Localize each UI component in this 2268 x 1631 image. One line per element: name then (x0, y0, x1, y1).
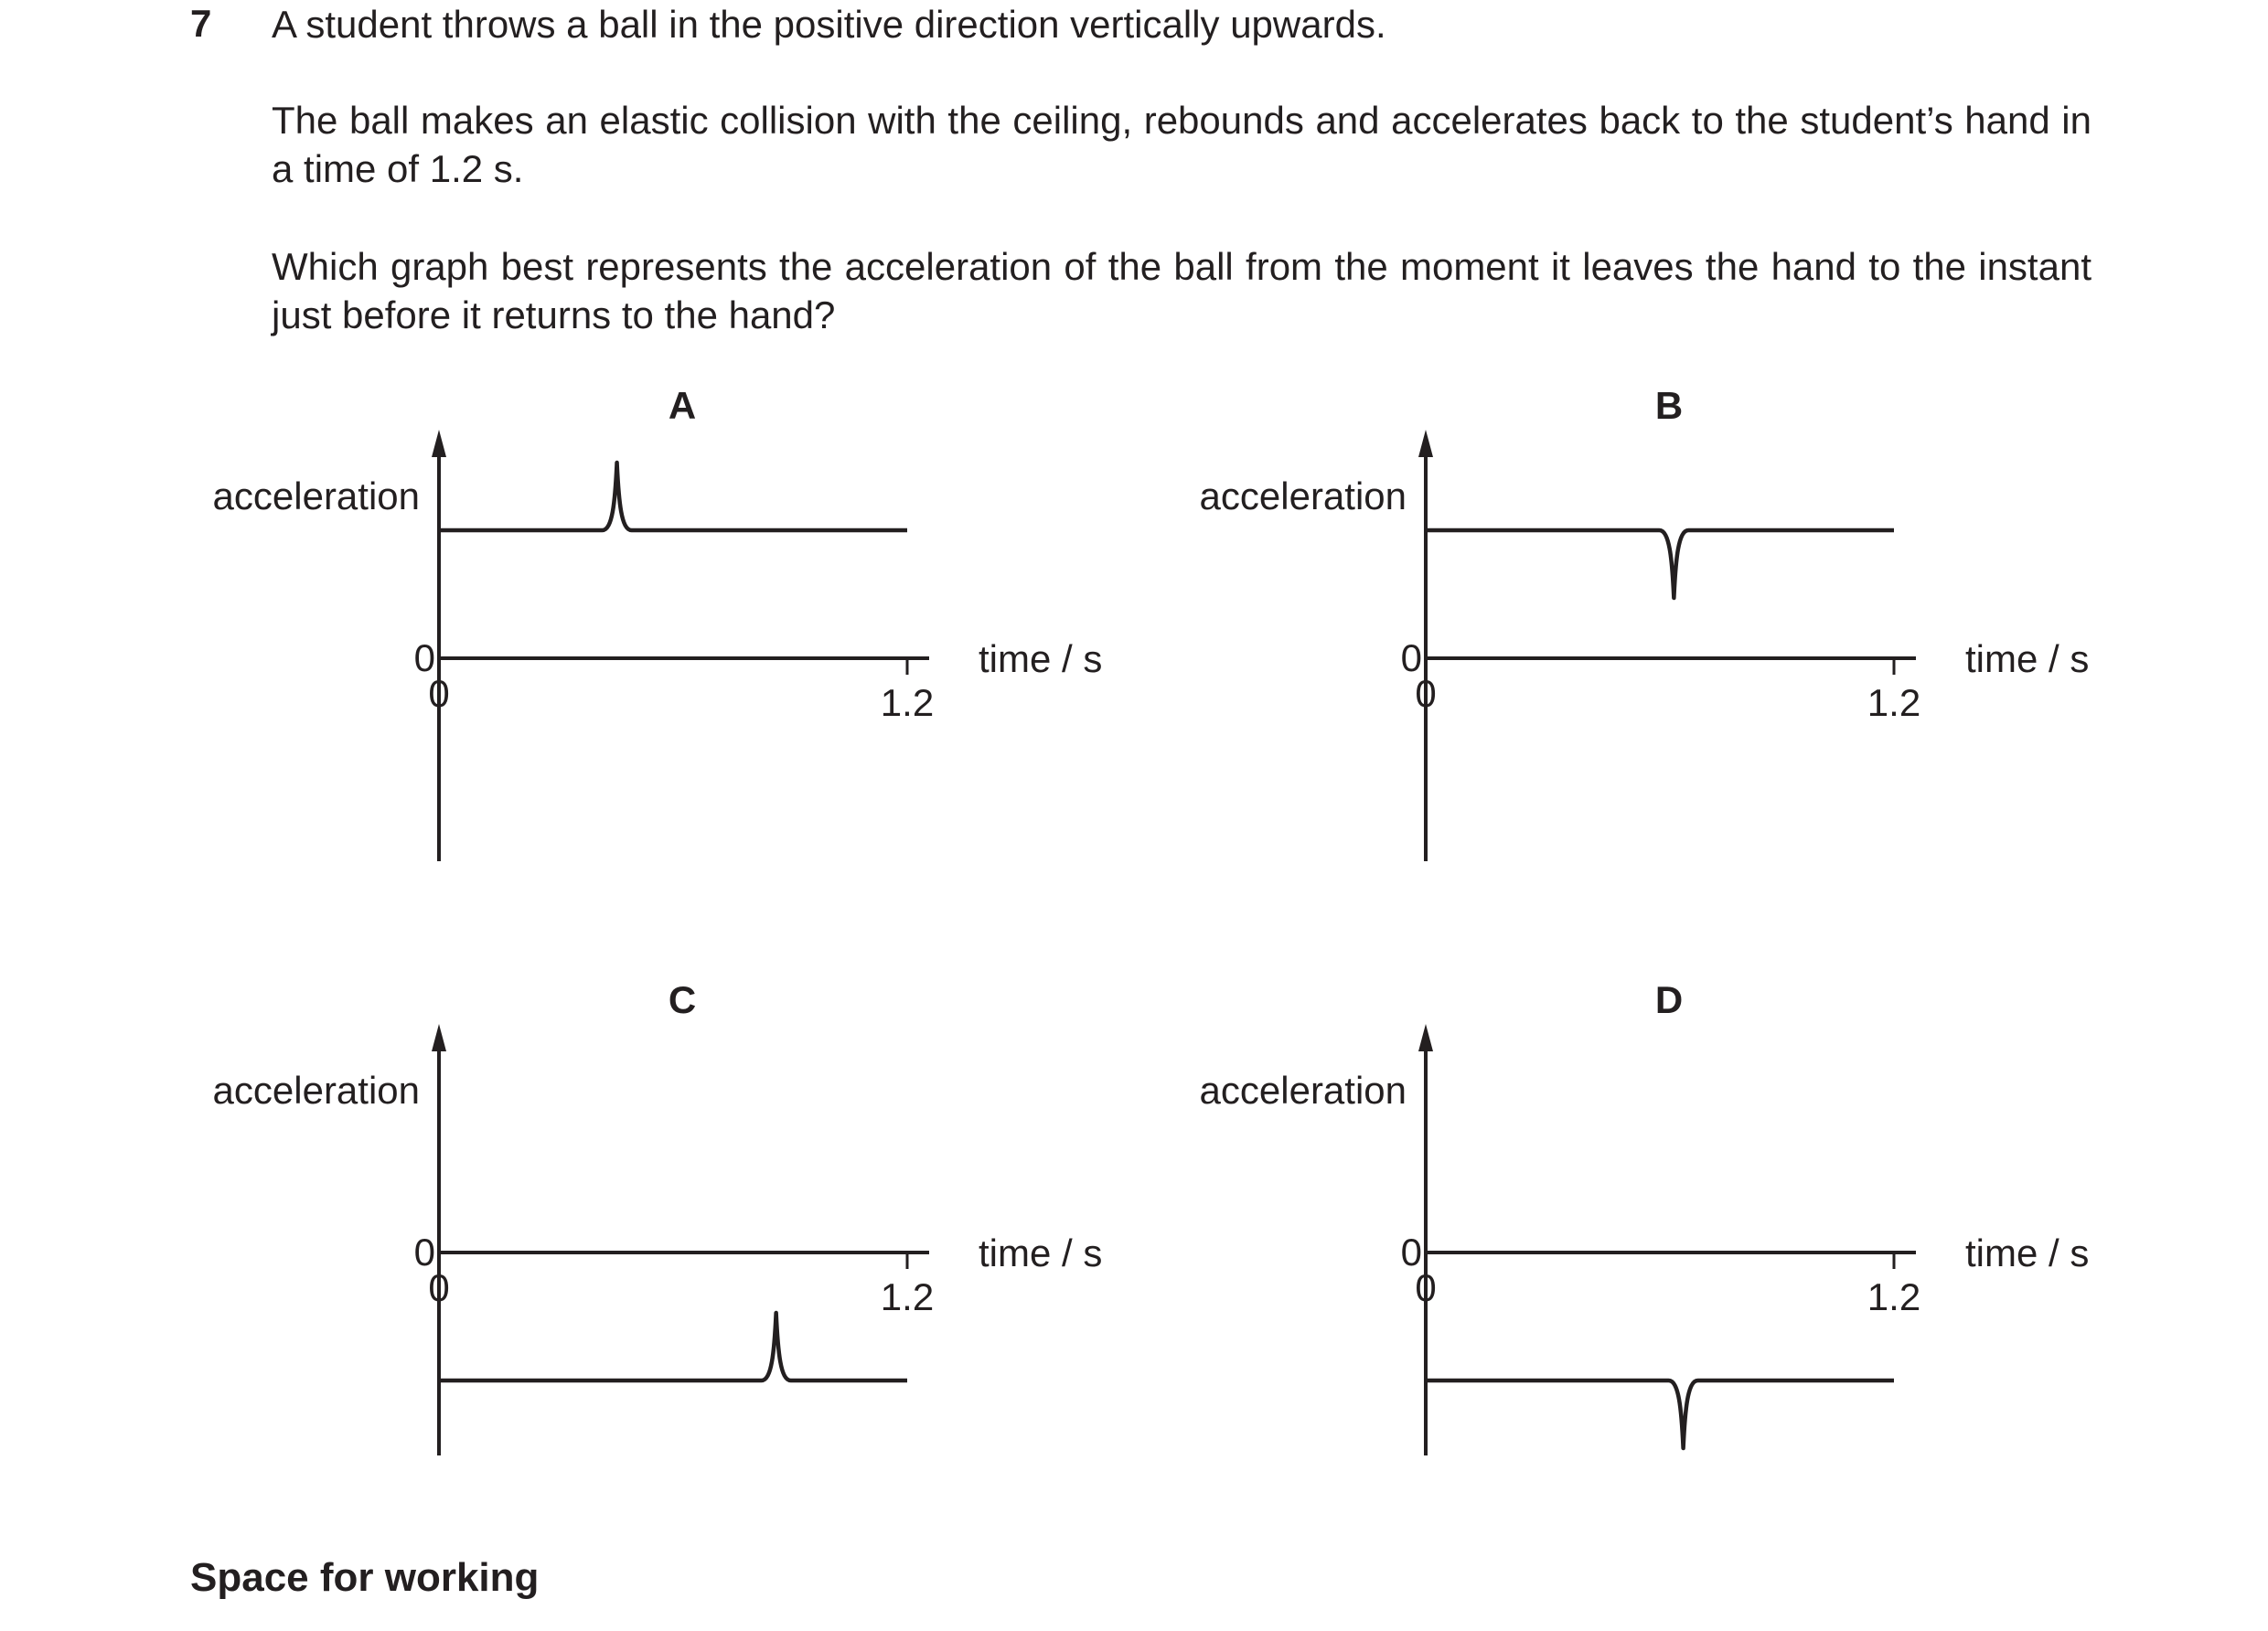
graph-c (213, 978, 1103, 1455)
space-for-working-label: Space for working (190, 1555, 540, 1600)
graph-a (213, 384, 1103, 861)
option-letter-d: D (1654, 978, 1684, 1021)
x-tick-label-end: 1.2 (880, 681, 935, 724)
y-axis-arrow-icon (1418, 430, 1433, 457)
question-intro: A student throws a ball in the positive direction vertically upwards. (272, 3, 1386, 46)
question-scenario: The ball makes an elastic collision with the ceiling, rebounds and accelerates back to the student’s hand in a time of 1.2 s. (272, 99, 2091, 190)
acceleration-curve (1426, 530, 1894, 598)
y-tick-label: 0 (413, 1231, 435, 1274)
y-tick-label: 0 (1400, 1231, 1422, 1274)
y-axis-arrow-icon (432, 1024, 446, 1051)
question-number: 7 (190, 2, 212, 45)
y-axis-label: acceleration (212, 474, 420, 517)
acceleration-curve (439, 1313, 907, 1380)
acceleration-curve (1426, 1380, 1894, 1448)
y-axis-arrow-icon (1418, 1024, 1433, 1051)
y-axis-label: acceleration (1199, 1069, 1407, 1112)
x-tick-label-start: 0 (428, 672, 450, 715)
acceleration-curve (439, 463, 907, 530)
y-axis-arrow-icon (432, 430, 446, 457)
y-axis-label: acceleration (212, 1069, 420, 1112)
x-axis-label: time / s (979, 637, 1103, 680)
x-tick-label-end: 1.2 (880, 1275, 935, 1318)
y-tick-label: 0 (1400, 636, 1422, 679)
x-tick-label-end: 1.2 (1867, 681, 1921, 724)
y-tick-label: 0 (413, 636, 435, 679)
option-letter-b: B (1654, 384, 1684, 427)
x-axis-label: time / s (1965, 637, 2090, 680)
graph-b (1200, 384, 2090, 861)
x-tick-label-start: 0 (428, 1266, 450, 1309)
x-tick-label-end: 1.2 (1867, 1275, 1921, 1318)
option-letter-c: C (668, 978, 697, 1021)
x-axis-label: time / s (979, 1231, 1103, 1274)
y-axis-label: acceleration (1199, 474, 1407, 517)
question-prompt: Which graph best represents the acceleration of the ball from the moment it leaves the hand to the instant just before it returns to the hand? (272, 245, 2091, 336)
x-axis-label: time / s (1965, 1231, 2090, 1274)
x-tick-label-start: 0 (1415, 672, 1437, 715)
option-letter-a: A (668, 384, 697, 427)
x-tick-label-start: 0 (1415, 1266, 1437, 1309)
graph-d (1200, 978, 2090, 1455)
